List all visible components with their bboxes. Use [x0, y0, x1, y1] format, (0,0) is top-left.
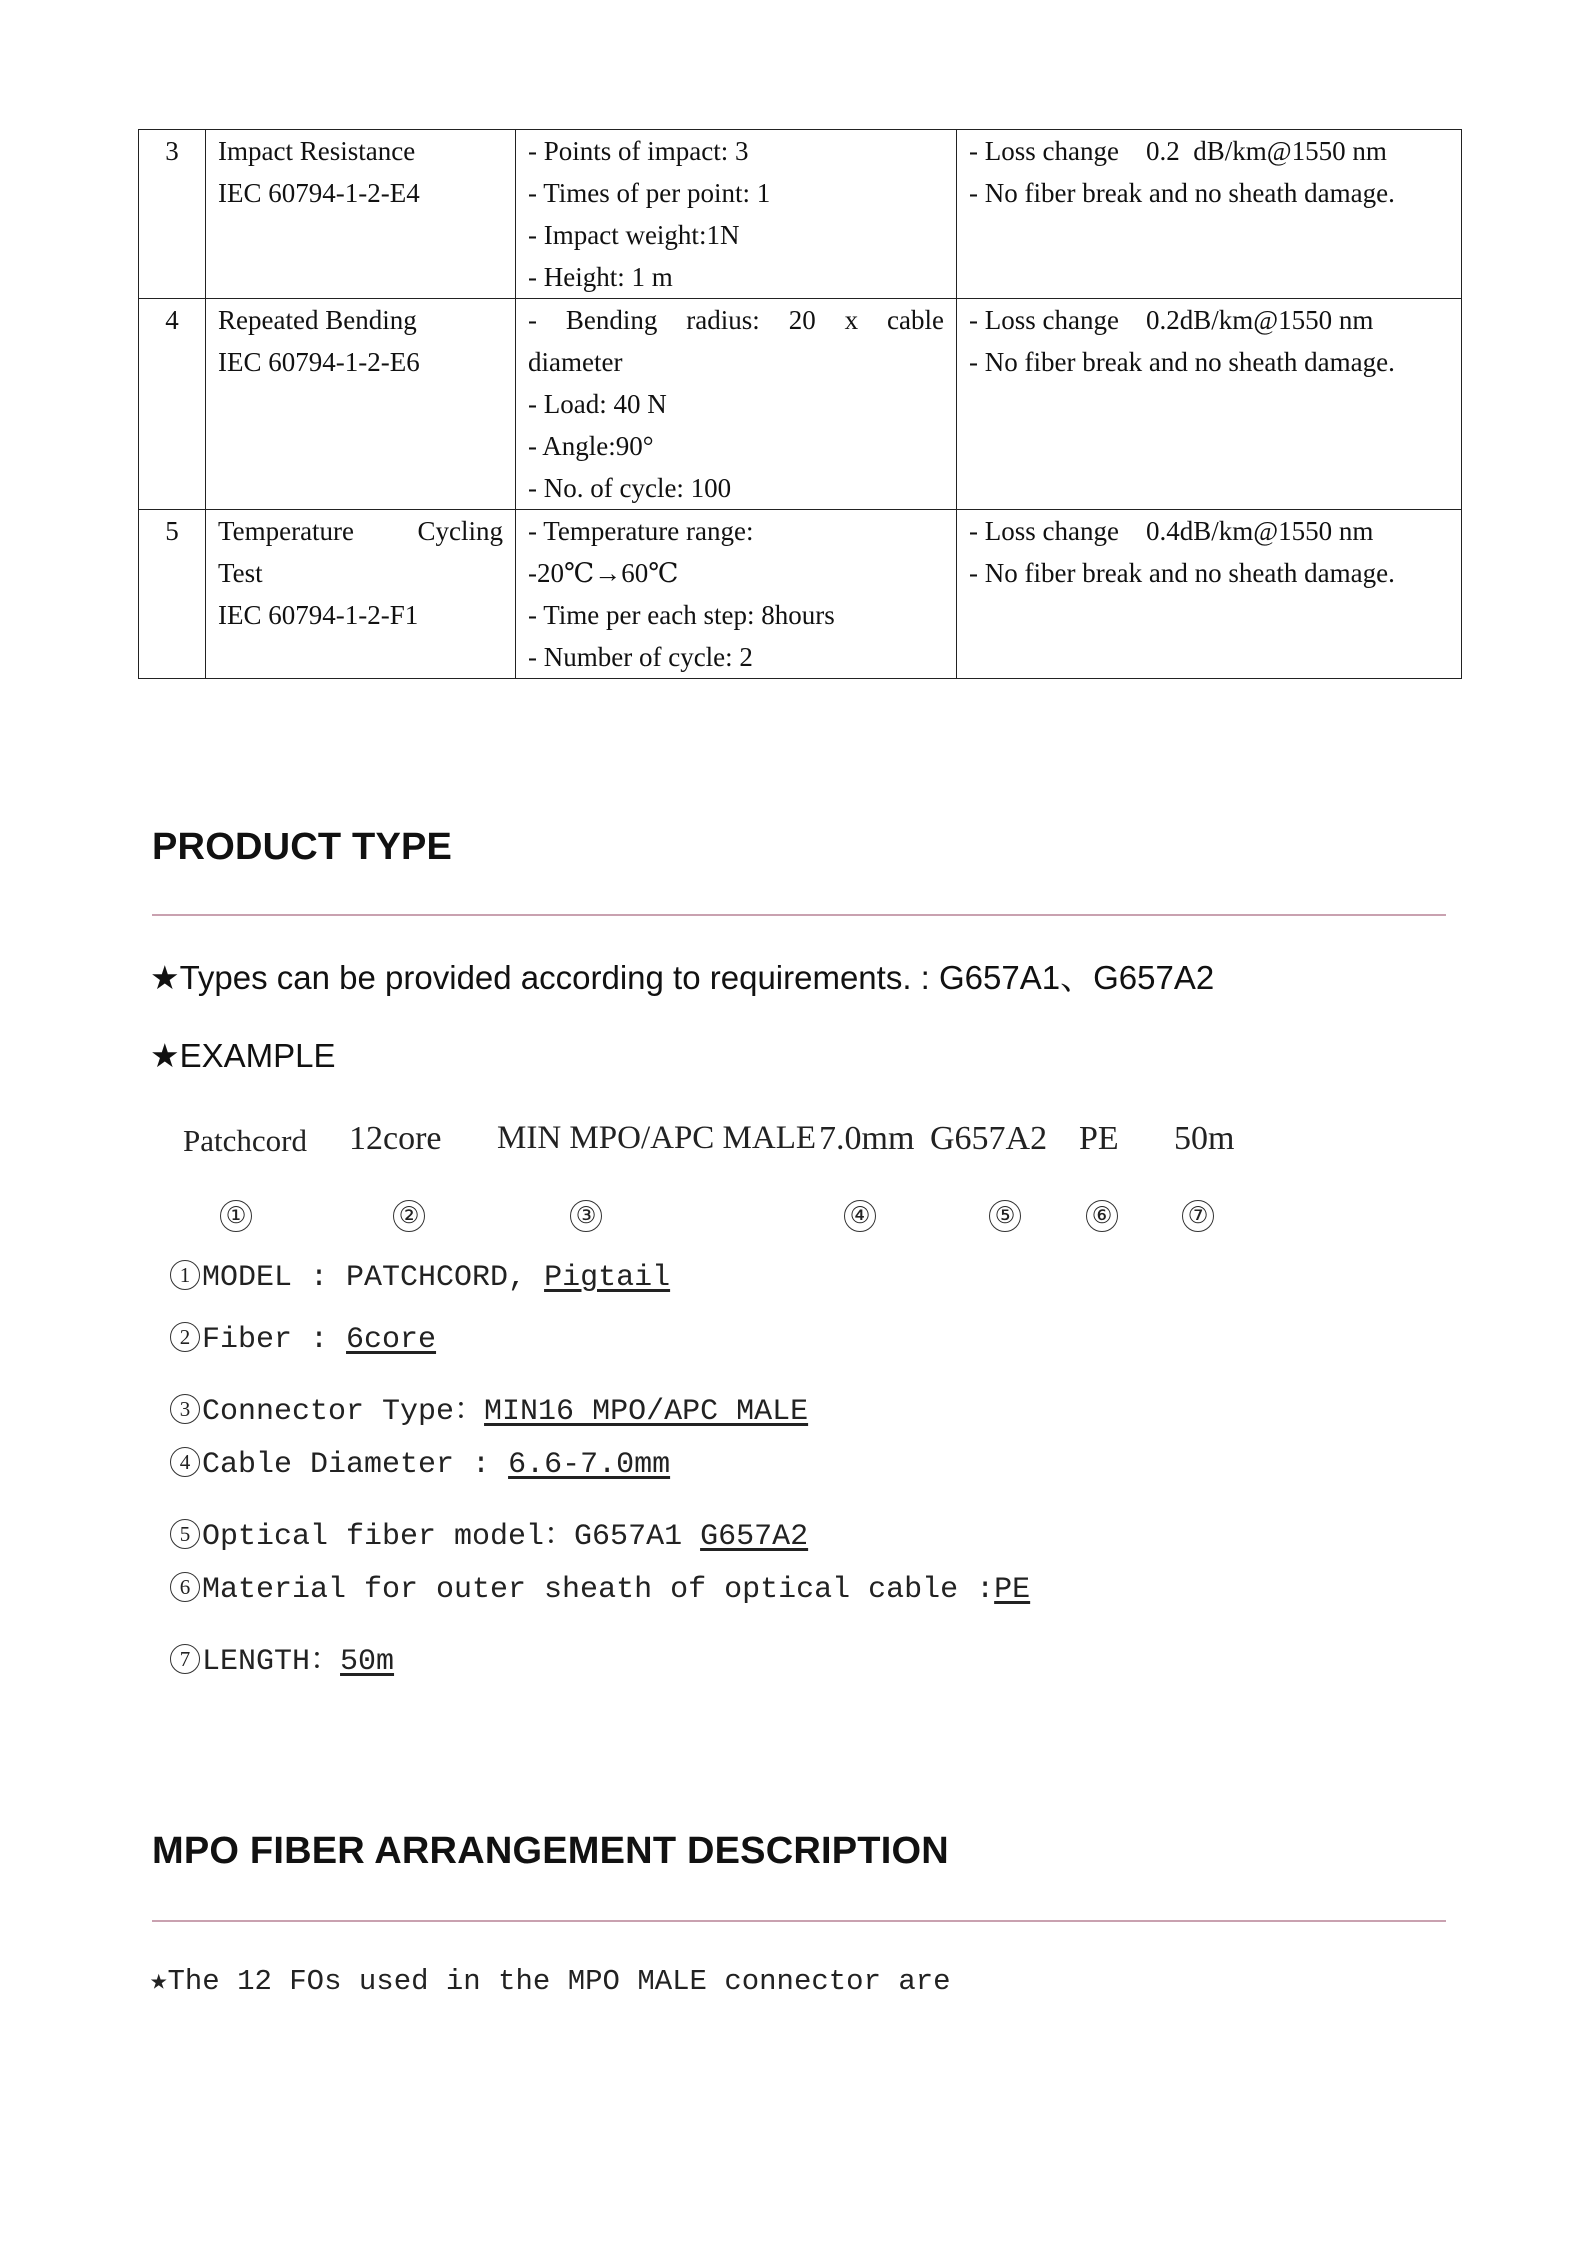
example-part-connector: MIN MPO/APC MALE [497, 1120, 817, 1156]
definition-row: 6 Material for outer sheath of optical cable :PE [170, 1572, 1030, 1607]
marker-3: ③ [570, 1200, 602, 1232]
test-conditions: - Temperature range: -20℃→60℃ - Time per each step: 8hours - Number of cycle: 2 [516, 510, 957, 679]
marker-6: ⑥ [1086, 1200, 1118, 1232]
tests-table [138, 129, 1462, 679]
marker-1: ① [220, 1200, 252, 1232]
example-part-sheath: PE [1079, 1120, 1119, 1157]
test-item: Impact Resistance IEC 60794-1-2-E4 [206, 130, 516, 299]
test-item: Repeated Bending IEC 60794-1-2-E6 [206, 299, 516, 510]
example-part-diameter: 7.0mm [819, 1120, 915, 1157]
example-part-length: 50m [1174, 1120, 1235, 1157]
test-results: - Loss change 0.2 dB/km@1550 nm - No fiber break and no sheath damage. [957, 130, 1462, 299]
example-label: ★EXAMPLE [150, 1037, 336, 1074]
definition-row: 4 Cable Diameter : 6.6-7.0mm [170, 1447, 670, 1482]
section-title-mpo: MPO FIBER ARRANGEMENT DESCRIPTION [152, 1830, 949, 1872]
definition-row: 2 Fiber : 6core [170, 1322, 436, 1357]
types-line: ★Types can be provided according to requirements. : G657A1、G657A2 [150, 959, 1215, 996]
marker-5: ⑤ [989, 1200, 1021, 1232]
definition-row: 3 Connector Type：MIN16 MPO/APC MALE [170, 1384, 808, 1429]
test-conditions: - Bending radius: 20 x cable diameter - Load: 40 N - Angle:90° - No. of cycle: 100 [516, 299, 957, 510]
row-number: 5 [139, 510, 206, 679]
marker-4: ④ [844, 1200, 876, 1232]
test-results: - Loss change 0.2dB/km@1550 nm - No fiber break and no sheath damage. [957, 299, 1462, 510]
definition-row: 7 LENGTH：50m [170, 1634, 394, 1679]
example-part-model: Patchcord [183, 1123, 307, 1158]
table-row [139, 510, 1462, 679]
marker-7: ⑦ [1182, 1200, 1214, 1232]
mpo-note: ★The 12 FOs used in the MPO MALE connector are [150, 1965, 951, 1998]
row-number: 3 [139, 130, 206, 299]
section-title-product-type: PRODUCT TYPE [152, 826, 453, 868]
section-divider [152, 914, 1446, 916]
definition-row: 1 MODEL : PATCHCORD, Pigtail [170, 1260, 670, 1295]
section-divider [152, 1920, 1446, 1922]
table-row [139, 130, 1462, 299]
example-part-fiber: 12core [349, 1120, 442, 1157]
table-row [139, 299, 1462, 510]
row-number: 4 [139, 299, 206, 510]
test-conditions: - Points of impact: 3 - Times of per point: 1 - Impact weight:1N - Height: 1 m [516, 130, 957, 299]
test-item: Temperature Cycling Test IEC 60794-1-2-F1 [206, 510, 516, 679]
marker-2: ② [393, 1200, 425, 1232]
test-results: - Loss change 0.4dB/km@1550 nm - No fiber break and no sheath damage. [957, 510, 1462, 679]
example-part-fiber-model: G657A2 [930, 1120, 1048, 1157]
definition-row: 5 Optical fiber model：G657A1 G657A2 [170, 1509, 808, 1554]
